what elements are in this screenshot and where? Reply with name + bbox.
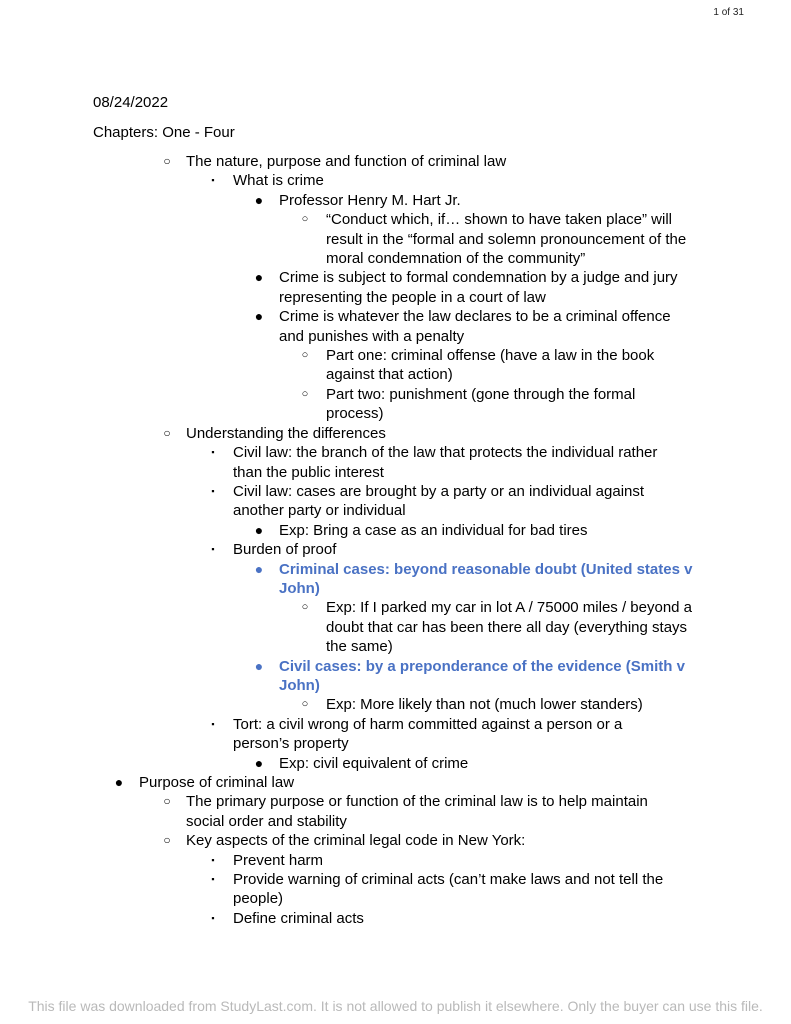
- outline-item-text: Professor Henry M. Hart Jr.: [279, 191, 461, 209]
- outline-item-text: What is crime: [233, 172, 324, 190]
- outline-item: [0, 152, 666, 171]
- outline-item: [0, 385, 696, 424]
- outline-item-text: Civil law: cases are brought by a party or an individual against another party or individual: [233, 482, 645, 520]
- outline-item: [0, 540, 673, 559]
- outline-item: [0, 210, 696, 268]
- outline-item: [0, 598, 696, 656]
- outline-item: [0, 191, 694, 210]
- bullet-circle-icon: ○: [301, 601, 309, 614]
- bullet-circle-icon: ○: [301, 698, 309, 711]
- bullet-dot-icon: ●: [254, 308, 264, 325]
- outline-item-text: Understanding the differences: [186, 424, 386, 442]
- outline-item: [0, 171, 673, 190]
- outline-item: [0, 851, 673, 870]
- bullet-circle-icon: ○: [163, 794, 171, 809]
- bullet-circle-icon: ○: [301, 387, 309, 400]
- outline-item-text: Civil cases: by a preponderance of the evidence (Smith v John): [279, 657, 685, 694]
- outline-item: [0, 792, 666, 831]
- bullet-dot-icon: ●: [254, 269, 264, 286]
- outline-item: [0, 443, 673, 482]
- outline-item: [0, 870, 673, 909]
- outline-item: [0, 909, 673, 928]
- bullet-dot-icon: ●: [254, 560, 264, 577]
- outline-item-text: The primary purpose or function of the criminal law is to help maintain social order and stability: [186, 793, 648, 830]
- outline-item: [0, 482, 673, 521]
- bullet-circle-icon: ○: [163, 425, 171, 440]
- outline-item: [0, 521, 694, 540]
- outline-item: [0, 657, 694, 696]
- note-date: 08/24/2022: [93, 94, 169, 111]
- outline-item: [0, 831, 666, 850]
- bullet-square-icon: ▪: [211, 718, 215, 729]
- outline-item-text: Part two: punishment (gone through the formal process): [326, 385, 636, 423]
- bullet-dot-icon: ●: [254, 657, 264, 674]
- outline-item-text: Provide warning of criminal acts (can’t make laws and not tell the people): [233, 871, 664, 908]
- outline-item: [0, 715, 673, 754]
- page-counter: 1 of 31: [713, 7, 744, 18]
- outline-item-text: Key aspects of the criminal legal code in New York:: [186, 832, 526, 850]
- bullet-square-icon: ▪: [211, 447, 215, 458]
- outline-item: [0, 424, 666, 443]
- bullet-dot-icon: ●: [254, 754, 264, 771]
- outline-item-text: “Conduct which, if… shown to have taken place” will result in the “formal and solemn pronouncement of the moral condemnation of the community”: [326, 211, 687, 268]
- outline-item-text: Part one: criminal offense (have a law in the book against that action): [326, 347, 655, 384]
- outline-item: [0, 307, 694, 346]
- outline-item: [0, 695, 696, 714]
- outline-item-text: Civil law: the branch of the law that protects the individual rather than the public interest: [233, 444, 658, 481]
- outline-item-text: Crime is subject to formal condemnation by a judge and jury representing the people in a court of law: [279, 269, 678, 306]
- outline-item: [0, 346, 696, 385]
- outline-item: [0, 268, 694, 307]
- bullet-dot-icon: ●: [114, 774, 124, 790]
- outline-item-text: Crime is whatever the law declares to be a criminal offence and punishes with a penalty: [279, 308, 671, 345]
- download-watermark: This file was downloaded from StudyLast.com. It is not allowed to publish it elsewhere. Only the buyer can use this file.: [28, 998, 763, 1014]
- outline-item: [0, 560, 694, 599]
- outline-item-text: Burden of proof: [233, 541, 337, 559]
- chapters-heading: Chapters: One - Four: [93, 124, 235, 141]
- outline-item-text: Define criminal acts: [233, 909, 364, 927]
- bullet-dot-icon: ●: [254, 521, 264, 538]
- bullet-square-icon: ▪: [211, 874, 215, 885]
- bullet-circle-icon: ○: [163, 833, 171, 848]
- bullet-square-icon: ▪: [211, 485, 215, 496]
- outline-item-text: The nature, purpose and function of criminal law: [186, 153, 507, 170]
- bullet-circle-icon: ○: [301, 349, 309, 362]
- bullet-circle-icon: ○: [301, 213, 309, 226]
- outline-item: [0, 773, 659, 792]
- bullet-square-icon: ▪: [211, 854, 215, 865]
- bullet-dot-icon: ●: [254, 191, 264, 208]
- outline-item-text: Exp: If I parked my car in lot A / 75000 miles / beyond a doubt that car has been there all day (everything stays the same): [326, 599, 693, 656]
- outline-item-text: Exp: More likely than not (much lower standers): [326, 696, 643, 714]
- bullet-square-icon: ▪: [211, 912, 215, 923]
- outline-item-text: Exp: Bring a case as an individual for bad tires: [279, 521, 588, 539]
- bullet-circle-icon: ○: [163, 154, 171, 168]
- bullet-square-icon: ▪: [211, 175, 215, 186]
- notes-outline: [0, 152, 791, 928]
- outline-item-text: Tort: a civil wrong of harm committed against a person or a person’s property: [233, 715, 623, 753]
- outline-item-text: Criminal cases: beyond reasonable doubt (United states v John): [279, 560, 693, 597]
- outline-item-text: Prevent harm: [233, 851, 324, 869]
- outline-item-text: Purpose of criminal law: [139, 774, 295, 791]
- bullet-square-icon: ▪: [211, 544, 215, 555]
- outline-item: [0, 754, 694, 773]
- outline-item-text: Exp: civil equivalent of crime: [279, 754, 469, 772]
